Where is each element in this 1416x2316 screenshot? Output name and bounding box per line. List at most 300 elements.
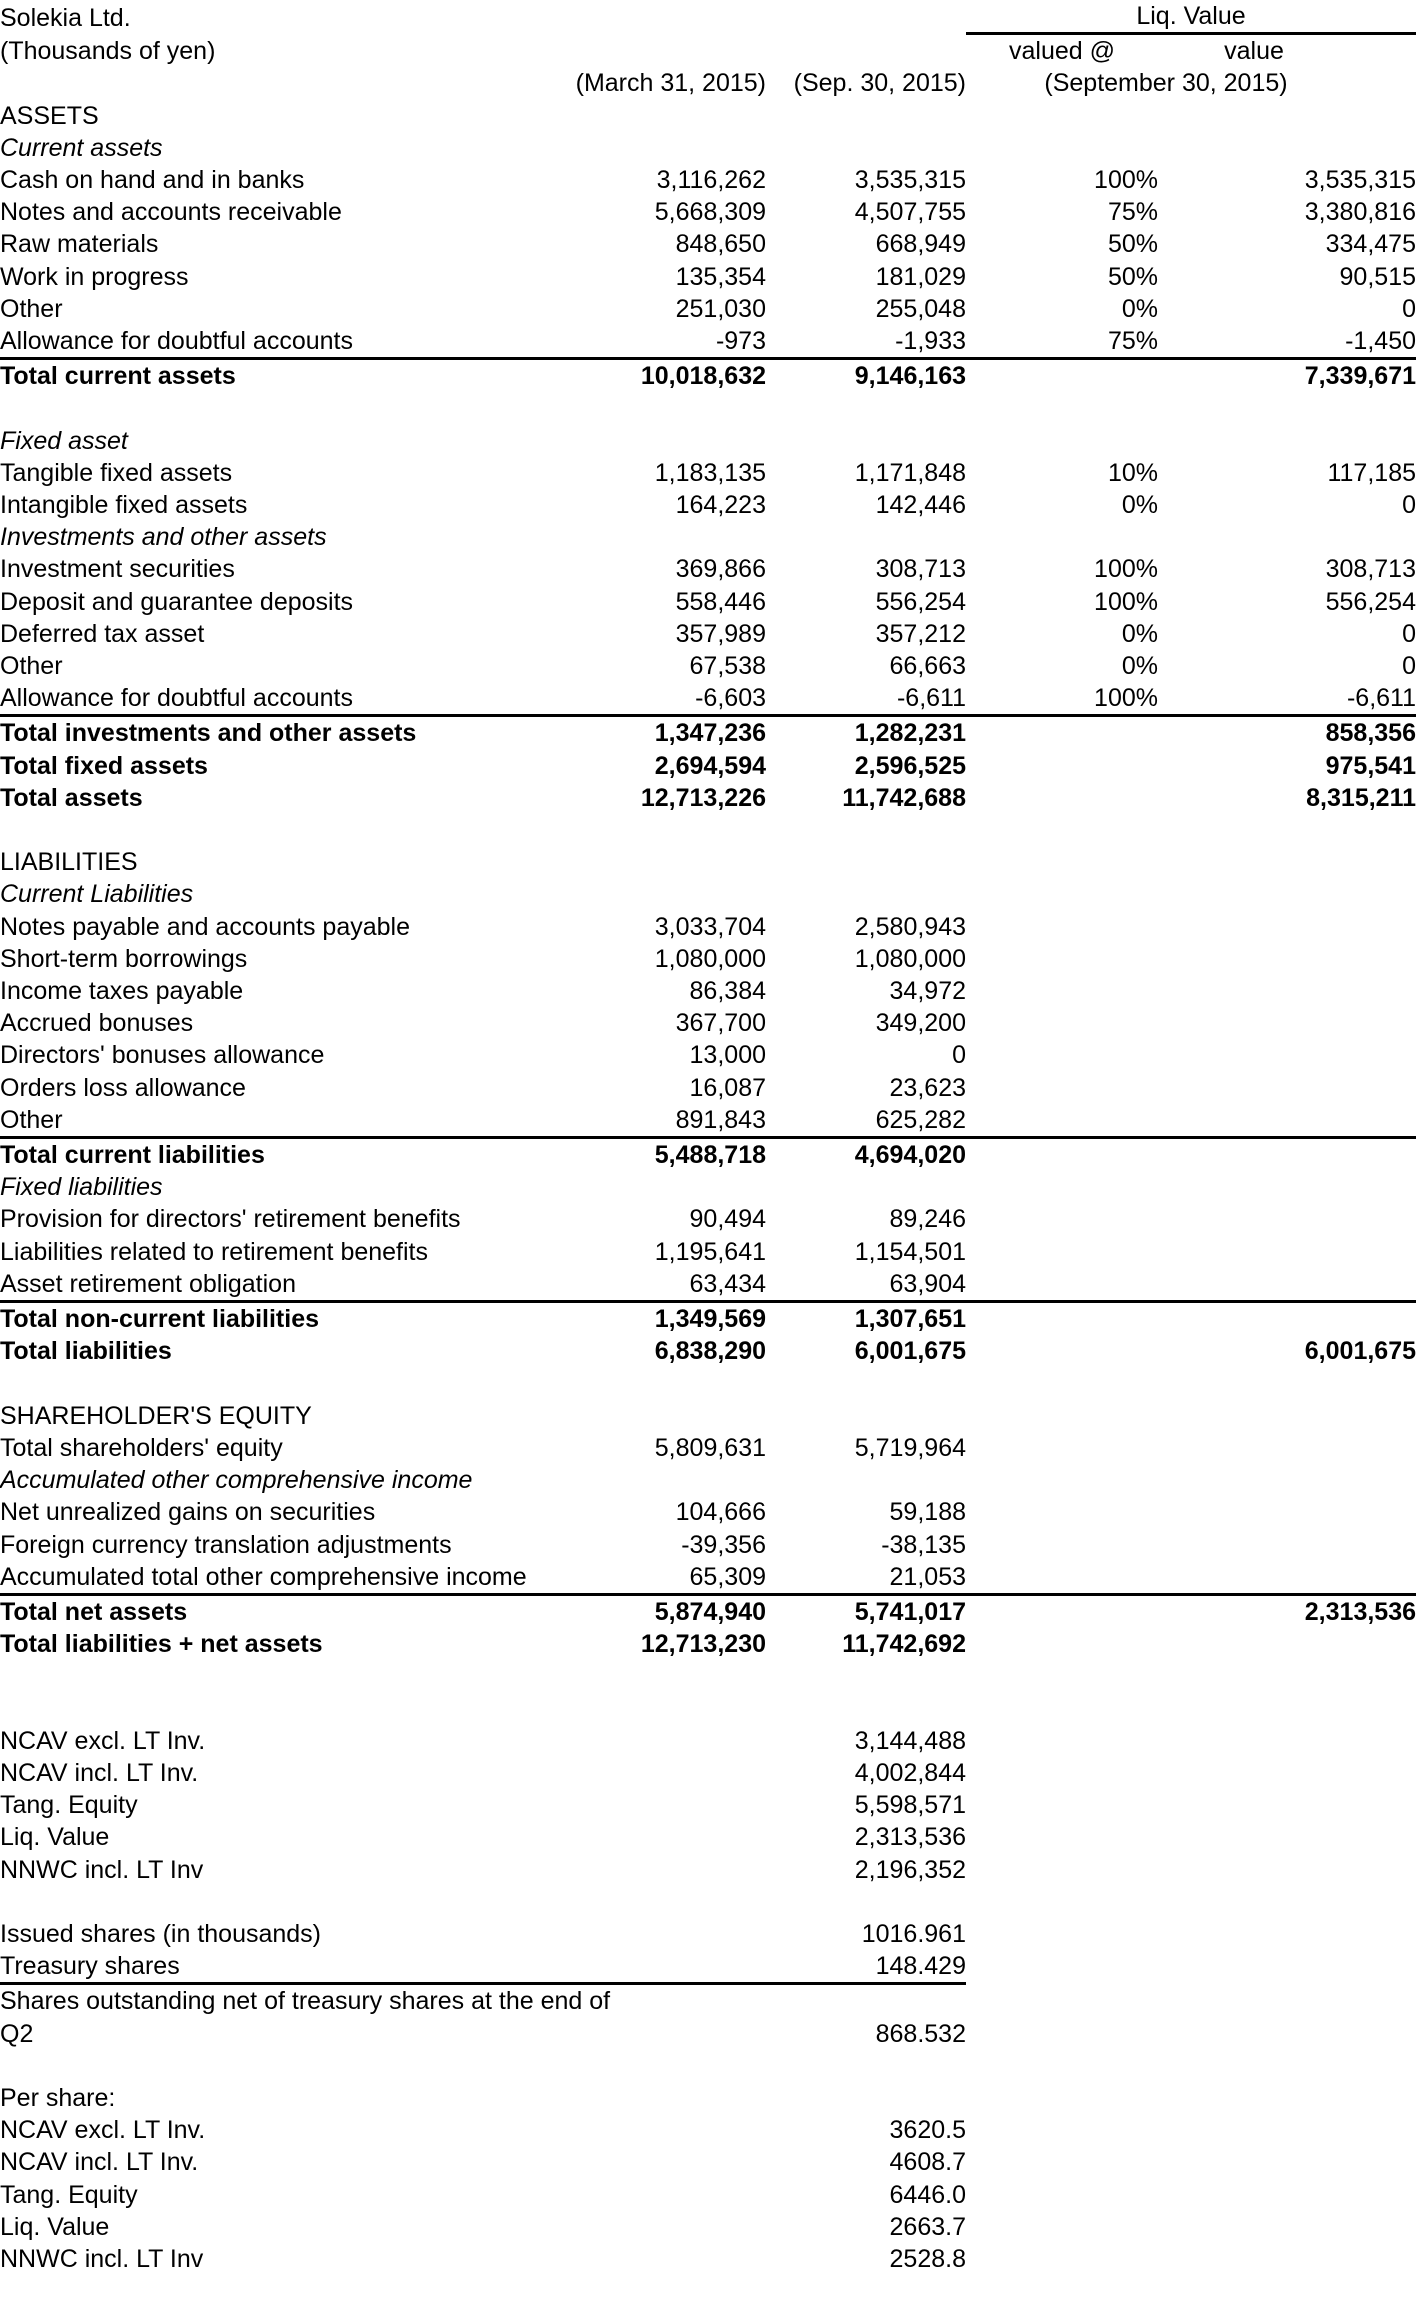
row-value-sep: 625,282 [875,1105,966,1134]
row-value-sep: 1016.961 [861,1919,966,1948]
row-label: Notes and accounts receivable [0,198,342,227]
section-heading-liabilities: LIABILITIES [0,848,138,877]
row-value-liq: 308,713 [1325,555,1416,584]
blank-cell [0,67,548,99]
row-label: Raw materials [0,230,159,259]
row-spacer [0,1660,1416,1692]
row-label: Tang. Equity [0,1791,138,1820]
row-value-pct: 75% [1107,327,1158,356]
row-value-sep: 3,535,315 [854,166,966,195]
table-row [0,1268,1416,1302]
blank-cell [1158,1950,1416,1984]
blank-cell [548,2114,766,2146]
row-label: Deferred tax asset [0,619,205,648]
row-value-march: 6,838,290 [654,1337,766,1366]
row-value-sep: 142,446 [875,491,966,520]
blank-cell [1158,911,1416,943]
table-row [0,196,1416,228]
row-value-sep: 4608.7 [889,2148,966,2177]
blank-cell [1158,1171,1416,1203]
row-value-march: 5,874,940 [548,1594,766,1628]
row-label: Total fixed assets [0,751,208,780]
row-value-liq: 6,001,675 [1304,1337,1416,1366]
blank-cell [966,132,1158,164]
blank-cell [548,521,766,553]
row-value-sep: 2,596,525 [854,751,966,780]
blank-cell [548,1789,766,1821]
row-value-sep: 66,663 [889,652,966,681]
row-value-march: 891,843 [675,1105,766,1134]
row-value-liq: -1,450 [1345,327,1416,356]
row-value-march: 357,989 [675,619,766,648]
table-row [0,1854,1416,1886]
row-value-march: 369,866 [675,555,766,584]
row-value-sep: -1,933 [895,327,966,356]
blank-cell [1158,2243,1416,2275]
blank-cell [966,1007,1158,1039]
spacer-cell [0,1693,1416,1725]
row-current-liabilities-heading [0,878,1416,910]
blank-cell [966,1789,1158,1821]
row-value-march: 65,309 [689,1562,766,1591]
blank-cell [966,1725,1158,1757]
table-row [0,1757,1416,1789]
row-value-march: 3,116,262 [656,166,766,195]
row-spacer [0,1693,1416,1725]
blank-cell [548,2146,766,2178]
units-label: (Thousands of yen) [0,37,216,66]
row-value-liq: 0 [1402,619,1416,648]
row-label: NNWC incl. LT Inv [0,2244,204,2273]
blank-cell [966,943,1158,975]
row-value-pct: 0% [1121,619,1158,648]
table-row [0,1789,1416,1821]
table-row [0,2211,1416,2243]
blank-cell [966,1072,1158,1104]
row-value-pct: 0% [1121,294,1158,323]
blank-cell [966,1984,1158,2018]
row-value-sep: 5,741,017 [766,1594,966,1628]
section-heading-current-assets: Current assets [0,133,163,162]
row-value-march: 1,195,641 [654,1237,766,1266]
blank-cell [548,1464,766,1496]
row-spacer [0,1886,1416,1918]
blank-cell [1158,1854,1416,1886]
blank-cell [548,0,766,34]
blank-cell [548,2179,766,2211]
table-row [0,2146,1416,2178]
blank-cell [766,878,966,910]
row-label: Asset retirement obligation [0,1269,296,1298]
company-name: Solekia Ltd. [0,3,131,32]
table-row [0,164,1416,196]
row-value-march: 12,713,230 [640,1630,766,1659]
row-value-march: 10,018,632 [548,359,766,393]
row-value-pct: 100% [1094,587,1158,616]
spacer-cell [0,2050,1416,2082]
blank-cell [548,1918,766,1950]
row-value-liq: 2,313,536 [1158,1594,1416,1628]
blank-cell [548,1725,766,1757]
blank-cell [966,1821,1158,1853]
row-label: Provision for directors' retirement benefits [0,1205,461,1234]
row-value-sep: -6,611 [896,684,966,713]
blank-cell [1158,1725,1416,1757]
table-row [0,1203,1416,1235]
row-value-sep: 2528.8 [889,2244,966,2273]
row-value-march: 104,666 [675,1498,766,1527]
table-row [0,2243,1416,2275]
row-spacer [0,392,1416,424]
row-value-march: 12,713,226 [640,783,766,812]
row-investments-heading [0,521,1416,553]
blank-cell [966,1400,1158,1432]
row-label: Total net assets [0,1594,548,1628]
blank-cell [1158,2114,1416,2146]
blank-cell [1158,1464,1416,1496]
row-label: Liabilities related to retirement benefits [0,1237,429,1266]
table-row [0,1007,1416,1039]
row-value-liq: 858,356 [1158,716,1416,750]
row-value-march: 16,087 [689,1073,766,1102]
row-label: Cash on hand and in banks [0,166,305,195]
row-label: Other [0,652,63,681]
spacer-cell [0,1660,1416,1692]
value-header: value [1224,37,1284,66]
blank-cell [966,1432,1158,1464]
row-value-liq: 0 [1402,491,1416,520]
blank-cell [1158,1007,1416,1039]
row-value-march: 558,446 [675,587,766,616]
row-value-pct [966,716,1158,750]
table-row [0,650,1416,682]
row-shares-outstanding-line2 [0,2018,1416,2050]
blank-cell [1158,878,1416,910]
table-row [0,682,1416,716]
row-label: NCAV excl. LT Inv. [0,1726,206,1755]
valued-at-header: valued @ [1009,37,1115,66]
row-value-sep: 1,307,651 [766,1302,966,1336]
row-value-liq: 334,475 [1325,230,1416,259]
row-shares-outstanding-line1 [0,1984,1416,2018]
blank-cell [1158,1757,1416,1789]
row-value-sep: 9,146,163 [766,359,966,393]
row-label: NCAV incl. LT Inv. [0,1758,199,1787]
blank-cell [548,100,766,132]
blank-cell [966,2211,1158,2243]
row-value-pct: 10% [1107,458,1158,487]
row-label: Q2 [0,2019,34,2048]
row-label: Total investments and other assets [0,716,548,750]
blank-cell [766,34,966,68]
spacer-cell [0,1368,1416,1400]
blank-cell [1158,2211,1416,2243]
blank-cell [766,100,966,132]
table-row [0,975,1416,1007]
row-value-march: 1,183,135 [654,458,766,487]
blank-cell [966,1104,1158,1138]
row-label: Total current assets [0,359,548,393]
row-value-pct: 50% [1107,230,1158,259]
row-fixed-asset-heading [0,425,1416,457]
row-value-liq: 975,541 [1325,751,1416,780]
table-row [0,1302,1416,1336]
row-value-sep: 11,742,692 [842,1630,966,1659]
row-value-march: 86,384 [689,977,766,1006]
blank-cell [766,2082,966,2114]
row-label: Deposit and guarantee deposits [0,587,354,616]
blank-cell [966,2114,1158,2146]
row-value-liq: 3,380,816 [1304,198,1416,227]
table-row [0,2114,1416,2146]
row-value-march: -6,603 [695,684,766,713]
row-value-sep: 21,053 [889,1562,966,1591]
row-label: NNWC incl. LT Inv [0,1855,204,1884]
blank-cell [966,878,1158,910]
blank-cell [1158,2146,1416,2178]
row-label: NCAV incl. LT Inv. [0,2148,199,2177]
row-label: Intangible fixed assets [0,491,248,520]
row-value-march: 1,349,569 [548,1302,766,1336]
blank-cell [766,521,966,553]
row-value-sep: 11,742,688 [842,783,966,812]
blank-cell [966,1628,1158,1660]
row-value-pct [966,359,1158,393]
blank-cell [1158,521,1416,553]
blank-cell [1158,1104,1416,1138]
blank-cell [966,1757,1158,1789]
blank-cell [966,1203,1158,1235]
row-label: Treasury shares [0,1952,180,1981]
table-row [0,489,1416,521]
row-label: Work in progress [0,262,189,291]
spacer-cell [0,1886,1416,1918]
row-value-sep: 1,171,848 [854,458,966,487]
row-value-sep: 4,002,844 [854,1758,966,1787]
row-value-march: 5,668,309 [654,198,766,227]
row-value-sep: 2,313,536 [854,1823,966,1852]
blank-cell [766,1464,966,1496]
row-current-assets-heading [0,132,1416,164]
spacer-cell [0,814,1416,846]
table-row [0,1594,1416,1628]
row-units-and-subheaders [0,34,1416,68]
row-value-sep: 4,507,755 [854,198,966,227]
row-value-sep: 2663.7 [889,2212,966,2241]
row-value-pct [966,750,1158,782]
row-value-sep: 308,713 [875,555,966,584]
row-value-sep: 3620.5 [889,2116,966,2145]
blank-cell [1158,1432,1416,1464]
column-header-liq-date: (September 30, 2015) [1044,69,1288,98]
row-value-sep: 668,949 [875,230,966,259]
blank-cell [1158,1236,1416,1268]
row-value-sep: 6,001,675 [854,1337,966,1366]
row-value-sep: 63,904 [889,1269,966,1298]
blank-cell [966,975,1158,1007]
row-value-march: 251,030 [675,294,766,323]
table-row [0,1918,1416,1950]
section-heading-aoci: Accumulated other comprehensive income [0,1466,473,1495]
blank-cell [1158,2179,1416,2211]
blank-cell [1158,1789,1416,1821]
blank-cell [766,1984,966,2018]
row-company-name [0,0,1416,34]
row-label: Short-term borrowings [0,944,248,973]
row-value-sep: 5,598,571 [854,1791,966,1820]
row-value-march: 5,488,718 [548,1138,766,1172]
blank-cell [966,1268,1158,1302]
table-row [0,716,1416,750]
blank-cell [766,132,966,164]
blank-cell [1158,1302,1416,1336]
row-label: Other [0,1105,63,1134]
row-label: Tangible fixed assets [0,458,233,487]
row-spacer [0,1368,1416,1400]
row-value-march: 164,223 [675,491,766,520]
row-value-sep: 1,154,501 [854,1237,966,1266]
row-value-liq: 7,339,671 [1158,359,1416,393]
blank-cell [766,1400,966,1432]
blank-cell [966,1529,1158,1561]
row-value-march: 2,694,594 [654,751,766,780]
row-value-sep: 5,719,964 [854,1433,966,1462]
table-row [0,943,1416,975]
table-row [0,1561,1416,1595]
row-value-march: 67,538 [689,652,766,681]
blank-cell [548,1171,766,1203]
section-heading-current-liabilities: Current Liabilities [0,880,194,909]
table-row [0,1236,1416,1268]
row-label: Accumulated total other comprehensive income [0,1562,527,1591]
row-value-pct: 0% [1121,652,1158,681]
row-value-sep: 357,212 [875,619,966,648]
row-label: Issued shares (in thousands) [0,1919,322,1948]
row-value-march: 135,354 [675,262,766,291]
blank-cell [1158,425,1416,457]
row-assets-heading [0,100,1416,132]
row-value-liq: -6,611 [1346,684,1416,713]
blank-cell [1158,1529,1416,1561]
blank-cell [1158,1400,1416,1432]
blank-cell [966,521,1158,553]
blank-cell [1158,1496,1416,1528]
blank-cell [548,2018,766,2050]
row-label: Liq. Value [0,2212,110,2241]
blank-cell [1158,1039,1416,1071]
blank-cell [966,1302,1158,1336]
blank-cell [548,1400,766,1432]
row-value-sep: 1,282,231 [766,716,966,750]
row-value-march: -39,356 [681,1530,766,1559]
row-aoci-heading [0,1464,1416,1496]
blank-cell [548,2243,766,2275]
blank-cell [966,2146,1158,2178]
table-row [0,1725,1416,1757]
blank-cell [1158,1268,1416,1302]
column-header-sep: (Sep. 30, 2015) [793,69,966,98]
row-value-sep: 2,580,943 [854,912,966,941]
row-value-sep: 59,188 [889,1498,966,1527]
row-label: Net unrealized gains on securities [0,1498,376,1527]
blank-cell [1158,1561,1416,1595]
section-heading-investments: Investments and other assets [0,523,327,552]
blank-cell [766,0,966,34]
row-value-sep: 89,246 [889,1205,966,1234]
blank-cell [548,34,766,68]
blank-cell [966,425,1158,457]
table-row [0,618,1416,650]
row-value-pct: 100% [1094,166,1158,195]
row-value-liq: 0 [1402,294,1416,323]
row-value-pct [966,1594,1158,1628]
row-total-current-liabilities [0,1138,1416,1172]
row-value-sep: 556,254 [875,587,966,616]
row-value-march: 90,494 [689,1205,766,1234]
table-row [0,1529,1416,1561]
row-label: Total liabilities [0,1337,172,1366]
blank-cell [1158,1072,1416,1104]
row-value-sep: 868.532 [875,2019,966,2048]
row-label: Tang. Equity [0,2180,138,2209]
row-value-sep: 1,080,000 [854,944,966,973]
row-spacer [0,2050,1416,2082]
row-value-pct: 100% [1094,555,1158,584]
blank-cell [966,2082,1158,2114]
row-label: Total current liabilities [0,1138,548,1172]
row-value-pct: 75% [1107,198,1158,227]
row-label: Foreign currency translation adjustments [0,1530,452,1559]
blank-cell [966,1918,1158,1950]
row-value-march: -973 [715,327,766,356]
row-value-march: 5,809,631 [654,1433,766,1462]
blank-cell [548,1821,766,1853]
blank-cell [766,425,966,457]
row-label: Total liabilities + net assets [0,1630,323,1659]
row-value-liq: 556,254 [1325,587,1416,616]
row-label: Total assets [0,783,143,812]
row-value-march: 1,080,000 [654,944,766,973]
table-row [0,1496,1416,1528]
spacer-cell [0,392,1416,424]
blank-cell [1158,846,1416,878]
row-label: NCAV excl. LT Inv. [0,2116,206,2145]
column-header-march: (March 31, 2015) [575,69,766,98]
blank-cell [966,1236,1158,1268]
table-row [0,457,1416,489]
blank-cell [1158,943,1416,975]
blank-cell [1158,2082,1416,2114]
section-heading-fixed-liabilities: Fixed liabilities [0,1173,163,1202]
blank-cell [966,100,1158,132]
section-heading-equity: SHAREHOLDER'S EQUITY [0,1401,312,1430]
row-label: Investment securities [0,555,235,584]
row-value-liq: 3,535,315 [1304,166,1416,195]
row-fixed-liabilities-heading [0,1171,1416,1203]
table-row [0,325,1416,359]
blank-cell [966,1854,1158,1886]
row-label: Notes payable and accounts payable [0,912,411,941]
row-value-sep: -38,135 [881,1530,966,1559]
row-label: Shares outstanding net of treasury shares at the end of [0,1984,548,2018]
blank-cell [548,132,766,164]
blank-cell [966,1464,1158,1496]
row-value-pct: 50% [1107,262,1158,291]
table-row [0,1104,1416,1138]
table-row [0,553,1416,585]
row-total-current-assets [0,359,1416,393]
row-value-march: 3,033,704 [654,912,766,941]
